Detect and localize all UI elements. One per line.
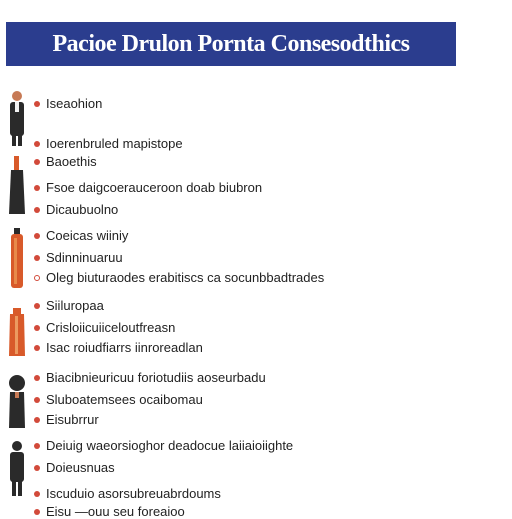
list-item: Oleg biuturaodes erabitiscs ca socunbbadtrades (34, 270, 324, 285)
person-orange-icon (6, 228, 28, 290)
person-dark-robe-icon (6, 156, 28, 216)
bullet-icon (34, 141, 40, 147)
list-item: Eisubrrur (34, 412, 99, 427)
list-item: Doieusnuas (34, 460, 115, 475)
bullet-icon (34, 233, 40, 239)
bullet-icon (34, 417, 40, 423)
bullet-icon (34, 159, 40, 165)
list-item: Siiluropaa (34, 298, 104, 313)
bullet-icon (34, 303, 40, 309)
page-title: Pacioe Drulon Pornta Consesodthics (52, 30, 410, 57)
bullet-icon (34, 325, 40, 331)
person-dark-bun-icon (6, 374, 28, 430)
list-item: Baoethis (34, 154, 97, 169)
list-item: Sluboatemsees ocaibomau (34, 392, 203, 407)
list-item: Dicaubuolno (34, 202, 118, 217)
person-dark-standing-icon (6, 440, 28, 498)
bullet-outline-icon (34, 275, 40, 281)
list-item: Fsoe daigcoerauceroon doab biubron (34, 180, 262, 195)
list-item: Crisloiicuiiceloutfreasn (34, 320, 175, 335)
bullet-icon (34, 491, 40, 497)
list-item: Biacibnieuricuu foriotudiis aoseurbadu (34, 370, 266, 385)
list-item: Eisu —ouu seu foreaioo (34, 504, 185, 519)
list-item: Iscuduio asorsubreuabrdoums (34, 486, 221, 501)
list-item: Isac roiudfiarrs iinroreadlan (34, 340, 203, 355)
bullet-icon (34, 397, 40, 403)
bullet-icon (34, 185, 40, 191)
list-item: Deiuig waeorsioghor deadocue laiiaioiighte (34, 438, 293, 453)
list-item: Ioerenbruled mapistope (34, 136, 183, 151)
list-item: Coeicas wiiniy (34, 228, 128, 243)
person-orange-robe-icon (6, 308, 28, 358)
bullet-icon (34, 465, 40, 471)
list-item: Iseaohion (34, 96, 102, 111)
bullet-icon (34, 255, 40, 261)
bullet-icon (34, 443, 40, 449)
list-item: Sdinninuaruu (34, 250, 123, 265)
title-banner (6, 22, 456, 66)
person-dark-suit-icon (6, 90, 28, 148)
bullet-icon (34, 345, 40, 351)
bullet-icon (34, 207, 40, 213)
bullet-icon (34, 101, 40, 107)
bullet-icon (34, 375, 40, 381)
